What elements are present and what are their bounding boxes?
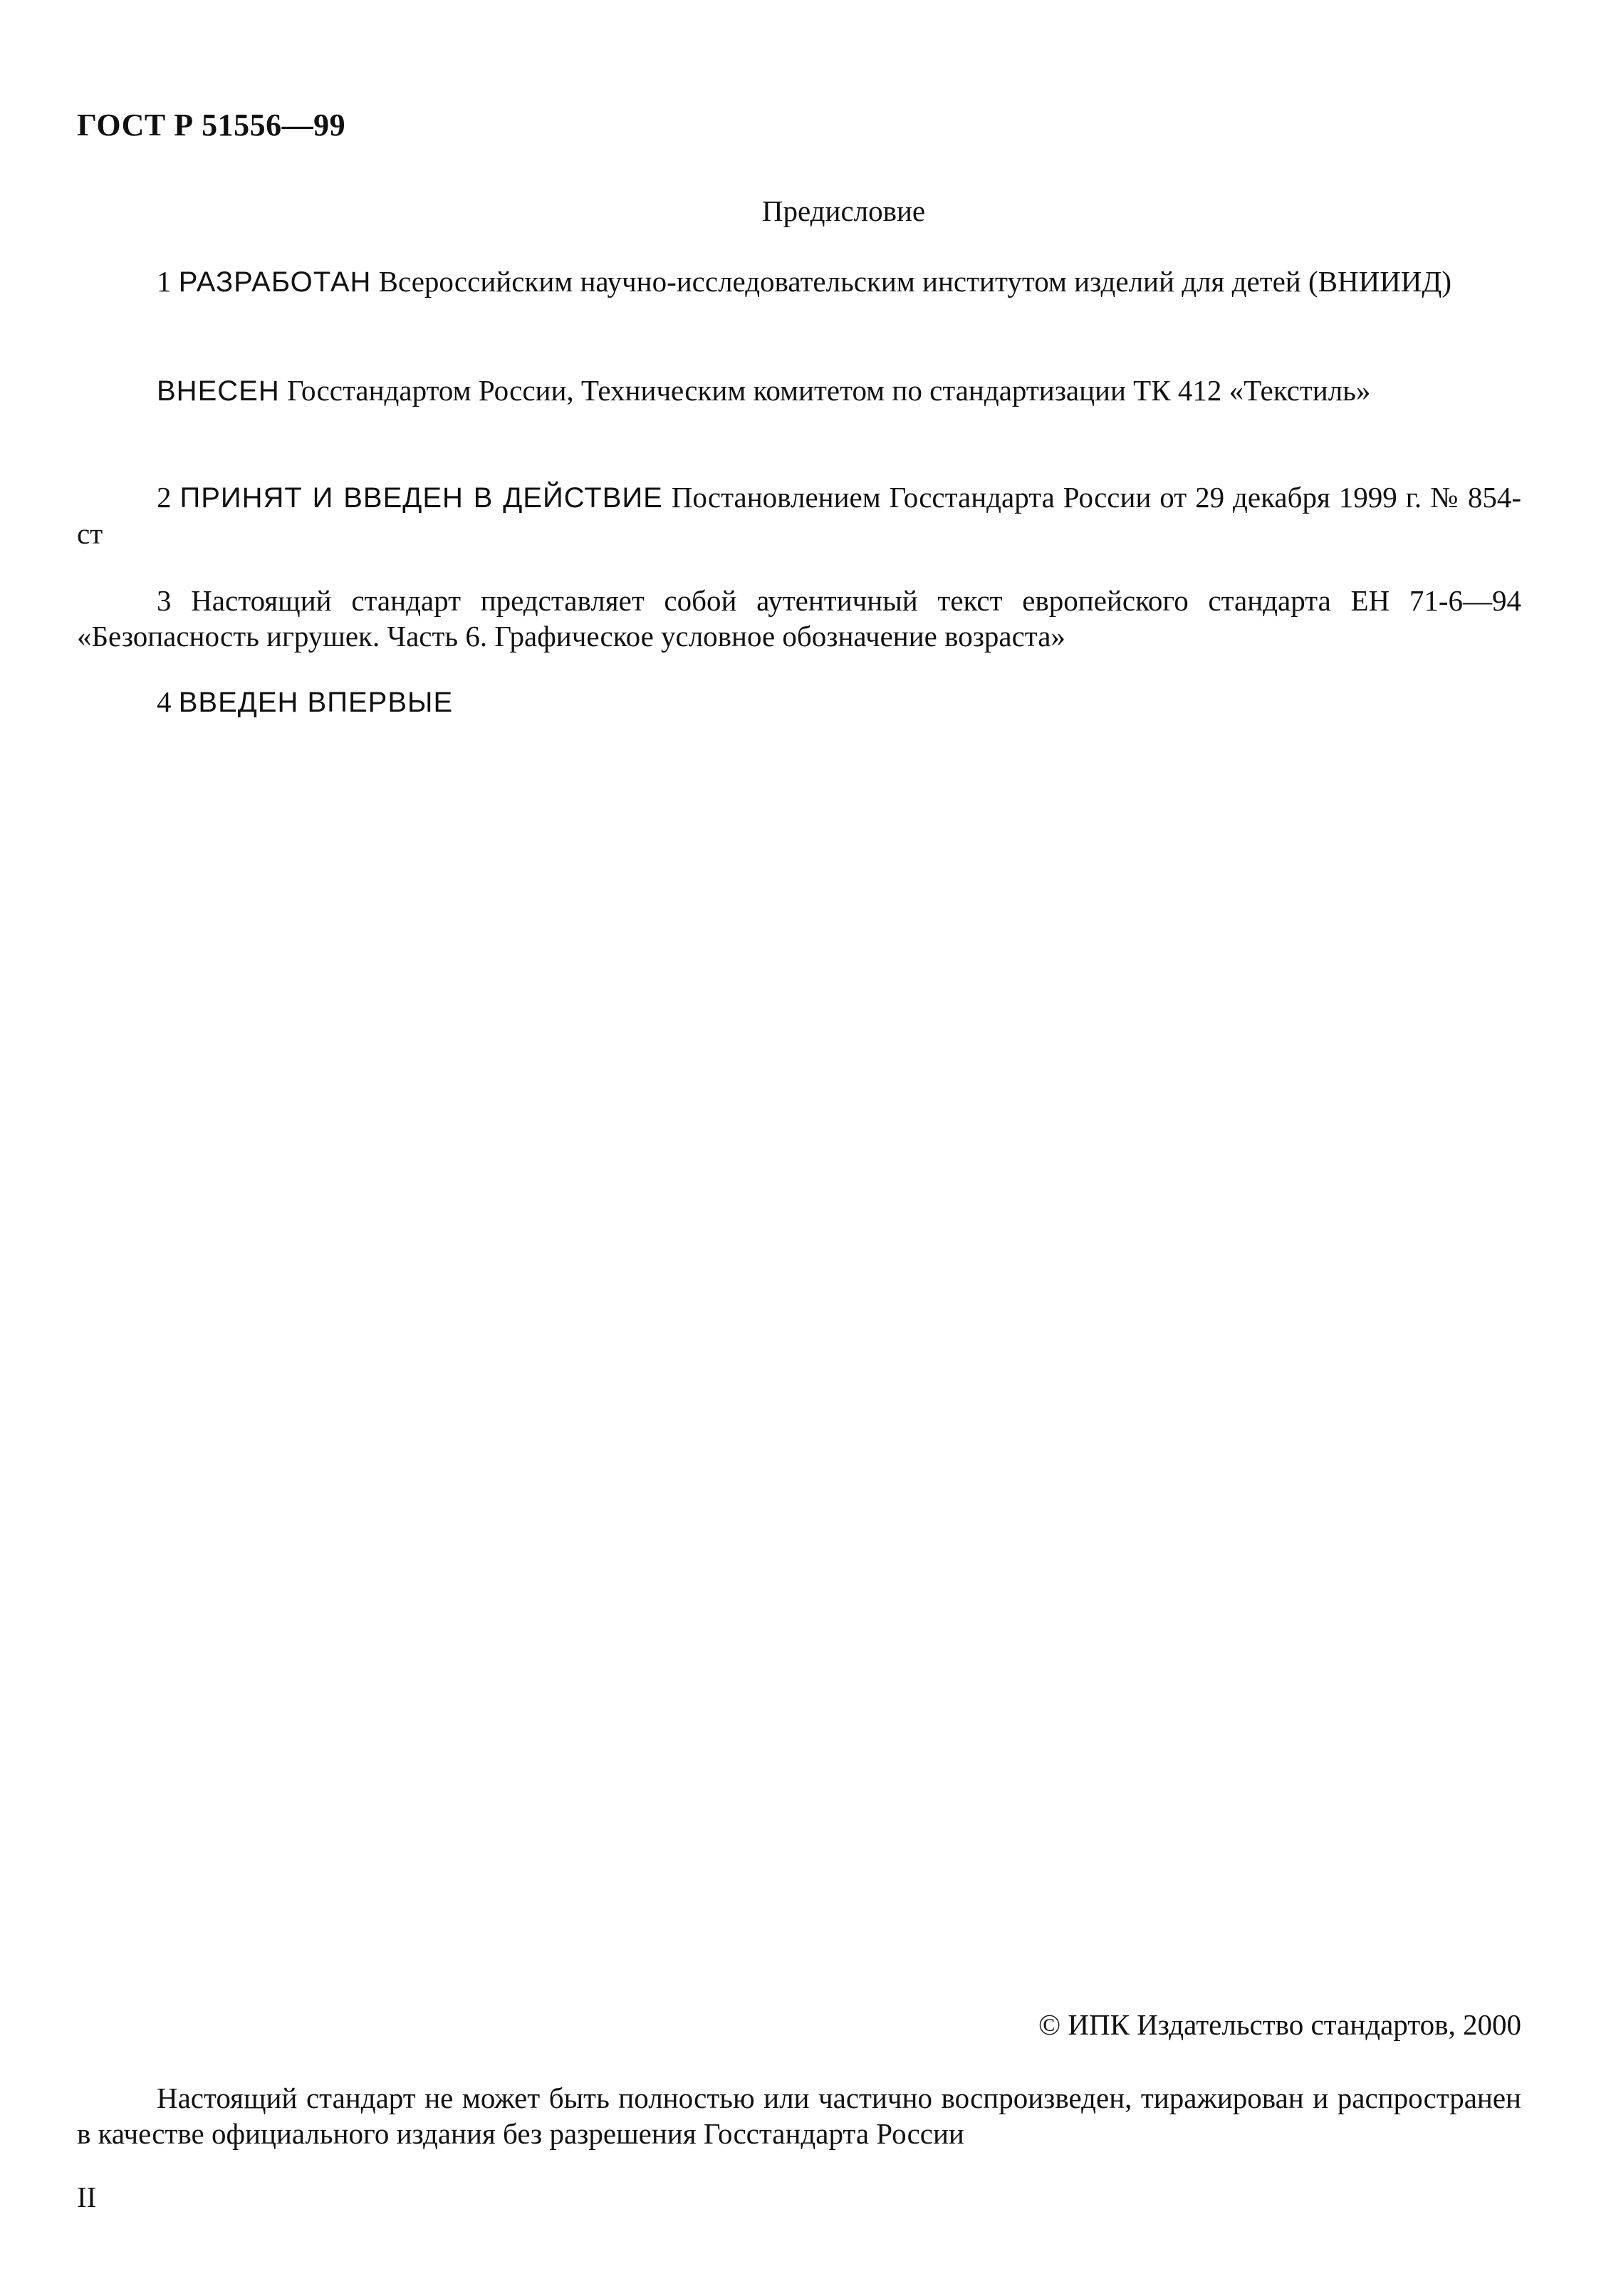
item-text: Госстандартом России, Техническим комитетом по стандартизации ТК 412 «Текстиль» [286, 374, 1371, 407]
item-number: 4 [157, 685, 172, 718]
foreword-item-1 [77, 264, 1521, 300]
foreword-item-introduced [77, 373, 1521, 409]
item-number: 3 [157, 584, 172, 617]
reproduction-notice: Настоящий стандарт не может быть полностью или частично воспроизведен, тиражирован и распространен в качестве официального издания без разрешения Госстандарта России [77, 2082, 1521, 2150]
foreword-item-4 [77, 684, 1521, 720]
item-lead: ПРИНЯТ И ВВЕДЕН В ДЕЙСТВИЕ [179, 482, 663, 514]
copyright-notice: © ИПК Издательство стандартов, 2000 [1038, 2008, 1521, 2041]
item-lead: РАЗРАБОТАН [178, 266, 372, 298]
item-text: Настоящий стандарт представляет собой аутентичный текст европейского стандарта ЕН 71-6—94 «Безопасность игрушек. Часть 6. Графическое условное обозначение возраста» [77, 584, 1522, 653]
item-lead: ВНЕСЕН [157, 375, 280, 407]
item-text: Постановлением Госстандарта России от 29 декабря 1999 г. № 854-ст [77, 481, 1522, 550]
item-text: Всероссийским научно-исследовательским институтом изделий для детей (ВНИИИД) [378, 265, 1452, 298]
foreword-item-2 [77, 479, 1521, 551]
item-number: 1 [157, 265, 172, 298]
page-number: II [77, 2181, 97, 2213]
standard-code: ГОСТ Р 51556—99 [77, 108, 346, 142]
item-number: 2 [157, 481, 172, 514]
foreword-item-3 [77, 583, 1521, 654]
item-lead: ВВЕДЕН ВПЕРВЫЕ [178, 687, 454, 718]
foreword-title: Предисловие [761, 194, 926, 227]
